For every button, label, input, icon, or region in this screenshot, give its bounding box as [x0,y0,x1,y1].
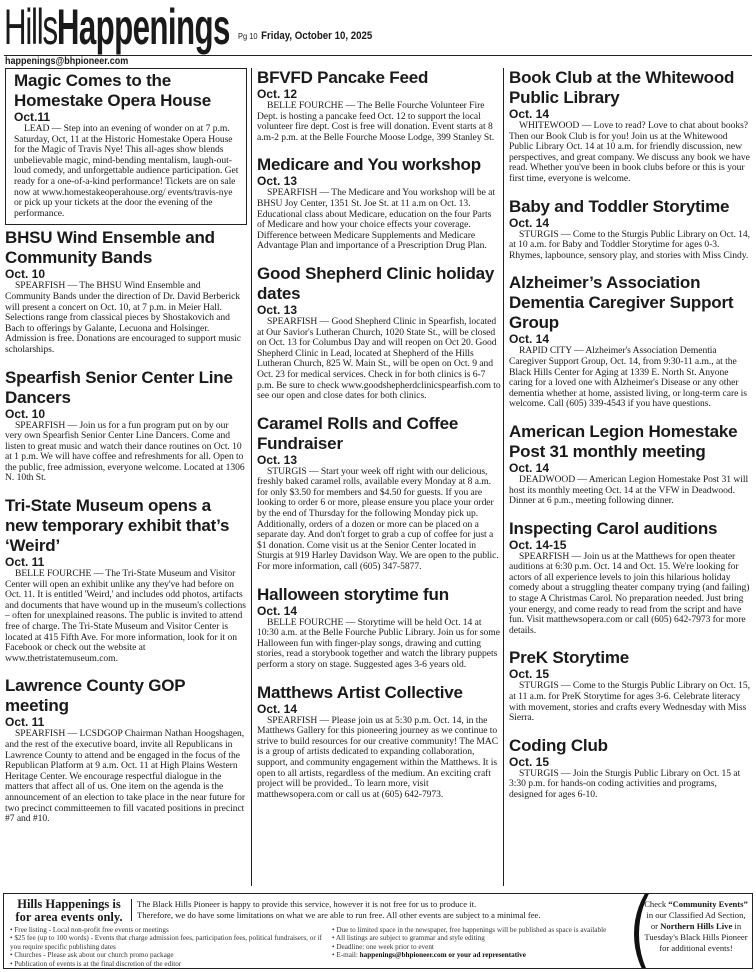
event-article [5,496,247,664]
page-number: Pg 10 [238,31,258,41]
footer-title: Hills Happenings is for area events only. [15,897,123,924]
event-article [257,68,501,143]
promo-part: in Tuesday's Black Hills Pioneer for additional events! [644,921,748,953]
event-article [257,414,501,573]
event-body: STURGIS — Come to the Sturgis Public Library on Oct. 15, at 11 a.m. for PreK Storytime for ages 3-6. Celebrate literacy with movement, stories and crafts every Wednesday with Miss Sierra. [509,680,750,724]
event-body: LEAD — Step into an evening of wonder on at 7 p.m. Saturday, Oct, 11 at the Historic Homestake Opera House for the Magic of Travis Nye! This all-ages show blends unbelievable magic, mind-bending mentalism, laugh-out-loud comedy, and unforgettable audience participation. Get ready for a one-of-a-kind performance! Tickets are on sale now at www.homestakeoperahouse.org/ events/travis-nye or pick up your tickets at the door the evening of the performance. [14,123,239,219]
event-headline: PreK Storytime [509,648,630,668]
column-divider [503,68,504,886]
event-article [257,155,501,252]
event-body: RAPID CITY — Alzheimer's Association Dementia Caregiver Support Group, Oct. 14, from 9:30-11 a.m., at the Black Hills Center for Aging at 1339 E. North St. Anyone caring for a loved one with Alzheimer's Disease or any other dementia whether at home, assisted living, or long-term care is welcome. Call (605) 339-4543 if you have questions. [509,345,747,410]
event-body: SPEARFISH — Join us for a fun program put on by our very own Spearfish Senior Center Line Dancers. Come and listen to great music and watch their dance routines on Oct. 10 at 1 p.m. We will have coffee and refreshments for all. Open to the public, free admission, everyone welcome. Located at 1306 N. 10th St. [5,419,245,484]
event-article [509,648,751,723]
event-body: SPEARFISH — LCSDGOP Chairman Nathan Hoogshagen, and the rest of the executive board, invite all Republicans in Lawrence County to attend and be engaged in the focus of the Republican Platform at 9 a.m. Oct. 11 at High Plains Western Heritage Center. We encourage respectful dialogue in the matters that affect all of us. One item on the agenda is the announcement of an election to take place in the near future for two precinct committeemen to fill vacated positions in precinct #7 and #10. [5,728,245,825]
logo [4,0,230,55]
event-article [5,228,247,355]
event-article [509,519,751,637]
footer-email-label: • E-mail: [332,951,360,960]
event-headline: Magic Comes to the Homestake Opera House [14,71,212,110]
footer-rule-item: • Publication of events is at the final discretion of the editor [10,959,182,968]
event-headline: Book Club at the Whitewood Public Library [509,68,735,107]
event-date: Oct. 10 [5,267,46,282]
event-body: SPEARFISH — Good Shepherd Clinic in Spearfish, located at Our Savior's Lutheran Church, 1020 State St., will be closed on Oct. 13 for Columbus Day and will reopen on Oct 20. Good Shepherd Clinic in Lead, located at Shepherd of the Hills Lutheran Church, 825 W. Main St., will be open on Oct. 9 and Oct. 23 for medical services. Check in for both clinics is 6-7 p.m. Be sure to check www.goodshepherdclinicspearfish.com to see our open and close dates for both clinics. [257,315,501,402]
event-body: BELLE FOURCHE — The Belle Fourche Volunteer Fire Dept. is hosting a pancake feed Oct. 12 to support the local volunteer fire dept. Cost is free will donation. Event starts at 8 a.m-2 p.m. at the Belle Fourche Moose Lodge, 399 Stanley St. [257,100,495,143]
logo-thin: Hills [4,0,57,55]
event-body: BELLE FOURCHE — The Tri-State Museum and Visitor Center will open an exhibit unlike any they've had before on Oct. 11. It is entitled 'Weird,' and includes odd photos, artifacts and documents that have wound up in the museum's collections – often for unexplained reasons. The public is invited to attend free of charge. The Tri-State Museum and Visitor Center is located at 415 Fifth Ave. For more information, look for it on Facebook or check out the website at www.thetristatemuseum.com. [5,568,246,664]
event-headline: American Legion Homestake Post 31 monthly meeting [509,421,738,461]
event-article [257,683,501,801]
footer-intro [137,899,541,920]
footer-list-right [330,926,630,960]
footer-rule-item: • Due to limited space in the newspaper, free happenings will be published as space is available [332,926,607,934]
event-date: Oct. 13 [257,302,298,317]
event-article [509,197,751,262]
event-body: BELLE FOURCHE — Storytime will be held Oct. 14 at 10:30 a.m. at the Belle Fourche Public Library. Join us for some Halloween fun with finger-play songs, drawing and cutting stories, read a storybook together and watch the library puppets perform a story on stage. Suggested ages 3-6 years old. [257,616,500,670]
event-date: Oct. 10 [5,406,46,421]
event-date: Oct. 14 [509,107,550,121]
masthead [4,0,365,55]
event-headline: Matthews Artist Collective [257,682,463,702]
contact-email[interactable]: happenings@bhpioneer.com [5,56,129,67]
event-body: SPEARFISH — Please join us at 5:30 p.m. Oct. 14, in the Matthews Gallery for this pioneering journey as we continue to strive to build resources for our creative community! The MAC is a group of artists dedicated to expanding collaboration, support, and community engagement within the Matthews. It is open to all artists, regardless of the medium. An exciting craft project will be provided.. To learn more, visit matthewsopera.com or call us at (605) 642-7973. [257,714,499,800]
event-headline: Caramel Rolls and Coffee Fundraiser [257,413,459,453]
footer-list-left [10,926,322,968]
event-article [509,273,751,410]
event-date: Oct. 15 [509,754,550,769]
event-date: Oct. 13 [257,174,298,189]
footer-rule-item: • All listings are subject to grammar and style editing [332,934,485,943]
event-date: Oct. 14 [257,701,298,716]
event-headline: BFVFD Pancake Feed [257,68,429,87]
event-date: Oct. 14 [509,215,550,230]
footer-rule-item: • $25 fee (up to 100 words) - Events that charge admission fees, participation fees, political fundraisers, or if you require specific publishing dates [10,934,322,951]
footer-notice [3,893,753,969]
event-headline: Alzheimer’s Association Dementia Caregiver Support Group [509,273,734,333]
column-divider [251,68,252,886]
event-headline: Tri-State Museum opens a new temporary exhibit that’s ‘Weird’ [5,496,230,556]
event-body: SPEARFISH — The Medicare and You workshop will be at BHSU Joy Center, 1351 St. Joe St. at 11 a.m on Oct. 13. Educational class about Medicare, education on the four Parts of Medicare and how your choice effects your coverage. Difference between Medicare Supplements and Medicare Advantage Plan and importance of a Prescription Drug Plan. [257,187,495,252]
event-body: STURGIS — Come to the Sturgis Public Library on Oct. 14, at 10 a.m. for Baby and Toddler Storytime for ages 0-3. Rhymes, lapbounce, sensory play, and stories with Miss Cindy. [509,228,750,261]
event-date: Oct. 14 [509,332,550,347]
event-body: SPEARFISH — Join us at the Matthews for open theater auditions at 6:30 p.m. Oct. 14 and Oct. 15. We're looking for actors of all experience levels to join this hilarious holiday comedy about a struggling theater company trying (and failing) to stage A Christmas Carol. No preparation needed. Just bring your energy, and come ready to read from the script and have fun. Visit matthewsopera.com or call (605) 642-7973 for more details. [509,550,750,636]
event-article [257,585,501,671]
event-article [5,676,247,824]
promo-bold: Northern Hills Live [660,921,733,931]
footer-intro-line: Therefore, we do have some limitations on what we are able to run free. All other events are subject to a minimal fee. [137,909,541,920]
event-date: Oct. 12 [257,87,298,101]
event-headline: Medicare and You workshop [257,155,481,175]
event-article [509,736,751,801]
event-article [5,368,247,485]
promo-bold: “Community Events” [668,899,748,909]
footer-rule-item: • Churches - Please ask about our church promo package [10,951,174,960]
event-article [5,68,247,225]
event-body: WHITEWOOD — Love to read? Love to chat about books? Then our Book Club is for you! Join us at the Whitewood Public Library Oct. 14 at 10 a.m. for friendly discussion, new perspectives, and great company. We discuss any book we have read. Whether you've been in book clubs before or this is your first time, everyone is welcome. [509,120,750,184]
event-body: STURGIS — Start your week off right with our delicious, freshly baked caramel rolls, available every Monday at 8 a.m. for only $3.50 for members and $4.50 for guests. If you are looking to order 6 or more, please ensure you place your order by the end of Thursday for the following Monday pick up. Additionally, orders of a dozen or more can be placed on a separate day. And don't forget to grab a cup of coffee for just a $1 donation. Come visit us at the Senior Center located in Sturgis at 919 Harley Davidson Way. We are open to the public. For more information, call (605) 347-5877. [257,465,499,573]
footer-divider [131,899,132,921]
event-headline: BHSU Wind Ensemble and Community Bands [5,228,215,268]
event-date: Oct. 14 [509,460,550,475]
promo-part: in our Classified Ad Section, or [646,910,746,931]
dateline [238,30,372,42]
footer-email[interactable]: happenings@bhpioneer.com or your ad representative [359,951,526,960]
event-date: Oct. 13 [257,452,298,467]
footer-email-line [332,951,630,959]
column-1 [5,68,247,837]
event-date: Oct. 11 [5,555,45,570]
column-3 [509,68,751,813]
logo-bold: Happenings [56,0,230,55]
event-headline: Halloween storytime fun [257,584,449,604]
issue-date: Friday, October 10, 2025 [261,30,373,42]
event-article [509,422,751,507]
event-body: DEADWOOD — American Legion Homestake Post 31 will host its monthly meeting Oct. 14 at the VFW in Deadwood. Dinner at 6 p.m., meeting following dinner. [509,473,749,507]
event-body: STURGIS — Join the Sturgis Public Library on Oct. 15 at 3:30 p.m. for hands-on coding activities and programs, designed for ages 6-10. [509,767,741,800]
event-article [257,264,501,402]
event-headline: Spearfish Senior Center Line Dancers [5,367,233,407]
event-headline: Inspecting Carol auditions [509,518,718,538]
footer-intro-line: The Black Hills Pioneer is happy to provide this service, however it is not free for us to produce it. [137,899,477,909]
event-article [509,68,751,185]
event-date: Oct. 11 [5,715,45,730]
event-headline: Lawrence County GOP meeting [5,676,186,716]
promo-text [642,899,750,954]
event-date: Oct. 14 [257,603,298,618]
event-date: Oct. 14-15 [509,537,567,552]
event-headline: Good Shepherd Clinic holiday dates [257,263,495,303]
footer-rule-item: • Deadline: one week prior to event [332,942,434,951]
promo-part: Check [644,899,669,909]
event-date: Oct. 15 [509,667,550,682]
event-body: SPEARFISH — The BHSU Wind Ensemble and Community Bands under the direction of Dr. David Berberick will present a concert on Oct. 10, at 7 p.m. in Meier Hall. Selections range from classical pieces by Shostakovich and Bach to offerings by Galante, Lecuona and Holsinger. Admission is free. Donations are encouraged to support music scholarships. [5,280,241,355]
event-headline: Baby and Toddler Storytime [509,196,730,216]
footer-rule-item: • Free listing - Local non-profit free events or meetings [10,926,169,934]
column-2 [257,68,501,812]
event-date: Oct.11 [14,110,51,124]
event-headline: Coding Club [509,735,608,755]
